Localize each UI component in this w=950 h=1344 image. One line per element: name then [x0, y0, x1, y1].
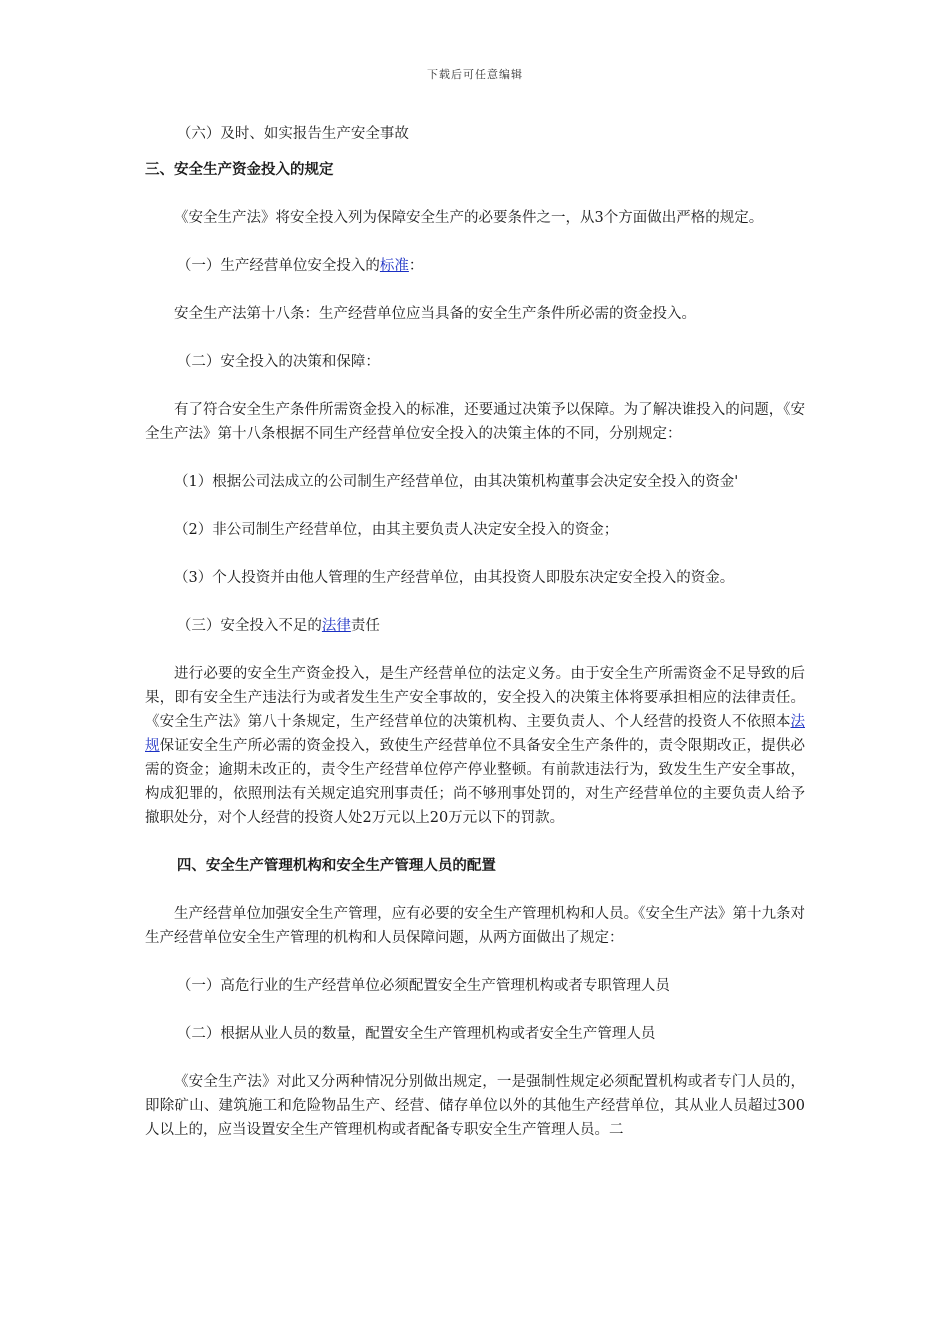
section-4-sub-2: （二）根据从业人员的数量，配置安全生产管理机构或者安全生产管理人员: [176, 1026, 656, 1042]
item-6: （六）及时、如实报告生产安全事故: [176, 126, 409, 142]
section-4-intro: 生产经营单位加强安全生产管理，应有必要的安全生产管理机构和人员。《安全生产法》第十九条对生产经营单位安全生产管理的机构和人员保障问题，从两方面做出了规定：: [145, 906, 805, 946]
standard-link[interactable]: 标准: [379, 258, 409, 274]
section-3-intro: 《安全生产法》将安全投入列为保障安全生产的必要条件之一，从3个方面做出严格的规定。: [174, 210, 764, 226]
section-3-sub-2: （二）安全投入的决策和保障：: [176, 354, 380, 370]
section-3-title: 三、安全生产资金投入的规定: [145, 161, 334, 178]
section-3-sub-2-item-2: （2）非公司制生产经营单位，由其主要负责人决定安全投入的资金；: [174, 522, 619, 538]
regulation-link[interactable]: 法规: [145, 714, 805, 754]
section-3-sub-3: [145, 614, 805, 638]
sub-3-suffix: 责任: [350, 618, 380, 634]
sub-3-body-a: 进行必要的安全生产资金投入，是生产经营单位的法定义务。由于安全生产所需资金不足导致的后果，即有安全生产违法行为或者发生生产安全事故的，安全投入的决策主体将要承担相应的法律责任。《安全生产法》第八十条规定，生产经营单位的决策机构、主要负责人、个人经营的投资人不依照本: [145, 666, 805, 730]
law-link[interactable]: 法律: [321, 618, 351, 634]
page-header: 下载后可任意编辑: [427, 68, 523, 81]
section-4-title: 四、安全生产管理机构和安全生产管理人员的配置: [176, 857, 496, 874]
sub-1-text: （一）生产经营单位安全投入的: [176, 258, 380, 274]
sub-3-body-b: 保证安全生产所必需的资金投入，致使生产经营单位不具备安全生产条件的，责令限期改正，提供必需的资金；逾期未改正的，责令生产经营单位停产停业整顿。有前款违法行为，致发生生产安全事故，构成犯罪的，依照刑法有关规定追究刑事责任；尚不够刑事处罚的，对生产经营单位的主要负责人给予撤职处分，对个人经营的投资人处2万元以上20万元以下的罚款。: [145, 738, 805, 826]
section-3-sub-1: [145, 254, 805, 278]
section-3-sub-2-item-3: （3）个人投资并由他人管理的生产经营单位，由其投资人即股东决定安全投入的资金。: [174, 570, 735, 586]
section-3-sub-2-item-1: （1）根据公司法成立的公司制生产经营单位，由其决策机构董事会决定安全投入的资金': [174, 474, 739, 490]
sub-3-text: （三）安全投入不足的: [176, 618, 322, 634]
section-4-sub-1: （一）高危行业的生产经营单位必须配置安全生产管理机构或者专职管理人员: [176, 978, 670, 994]
section-3-sub-3-body: [145, 662, 805, 830]
document-body: [145, 122, 805, 1142]
section-3-sub-1-body: 安全生产法第十八条：生产经营单位应当具备的安全生产条件所必需的资金投入。: [174, 306, 696, 322]
sub-1-colon: ：: [408, 258, 424, 274]
section-3-sub-2-body: 有了符合安全生产条件所需资金投入的标准，还要通过决策予以保障。为了解决谁投入的问题，《安全生产法》第十八条根据不同生产经营单位安全投入的决策主体的不同，分别规定：: [145, 402, 805, 442]
section-4-body: 《安全生产法》对此又分两种情况分别做出规定，一是强制性规定必须配置机构或者专门人员的，即除矿山、建筑施工和危险物品生产、经营、储存单位以外的其他生产经营单位，其从业人员超过300人以上的，应当设置安全生产管理机构或者配备专职安全生产管理人员。二: [145, 1074, 805, 1138]
